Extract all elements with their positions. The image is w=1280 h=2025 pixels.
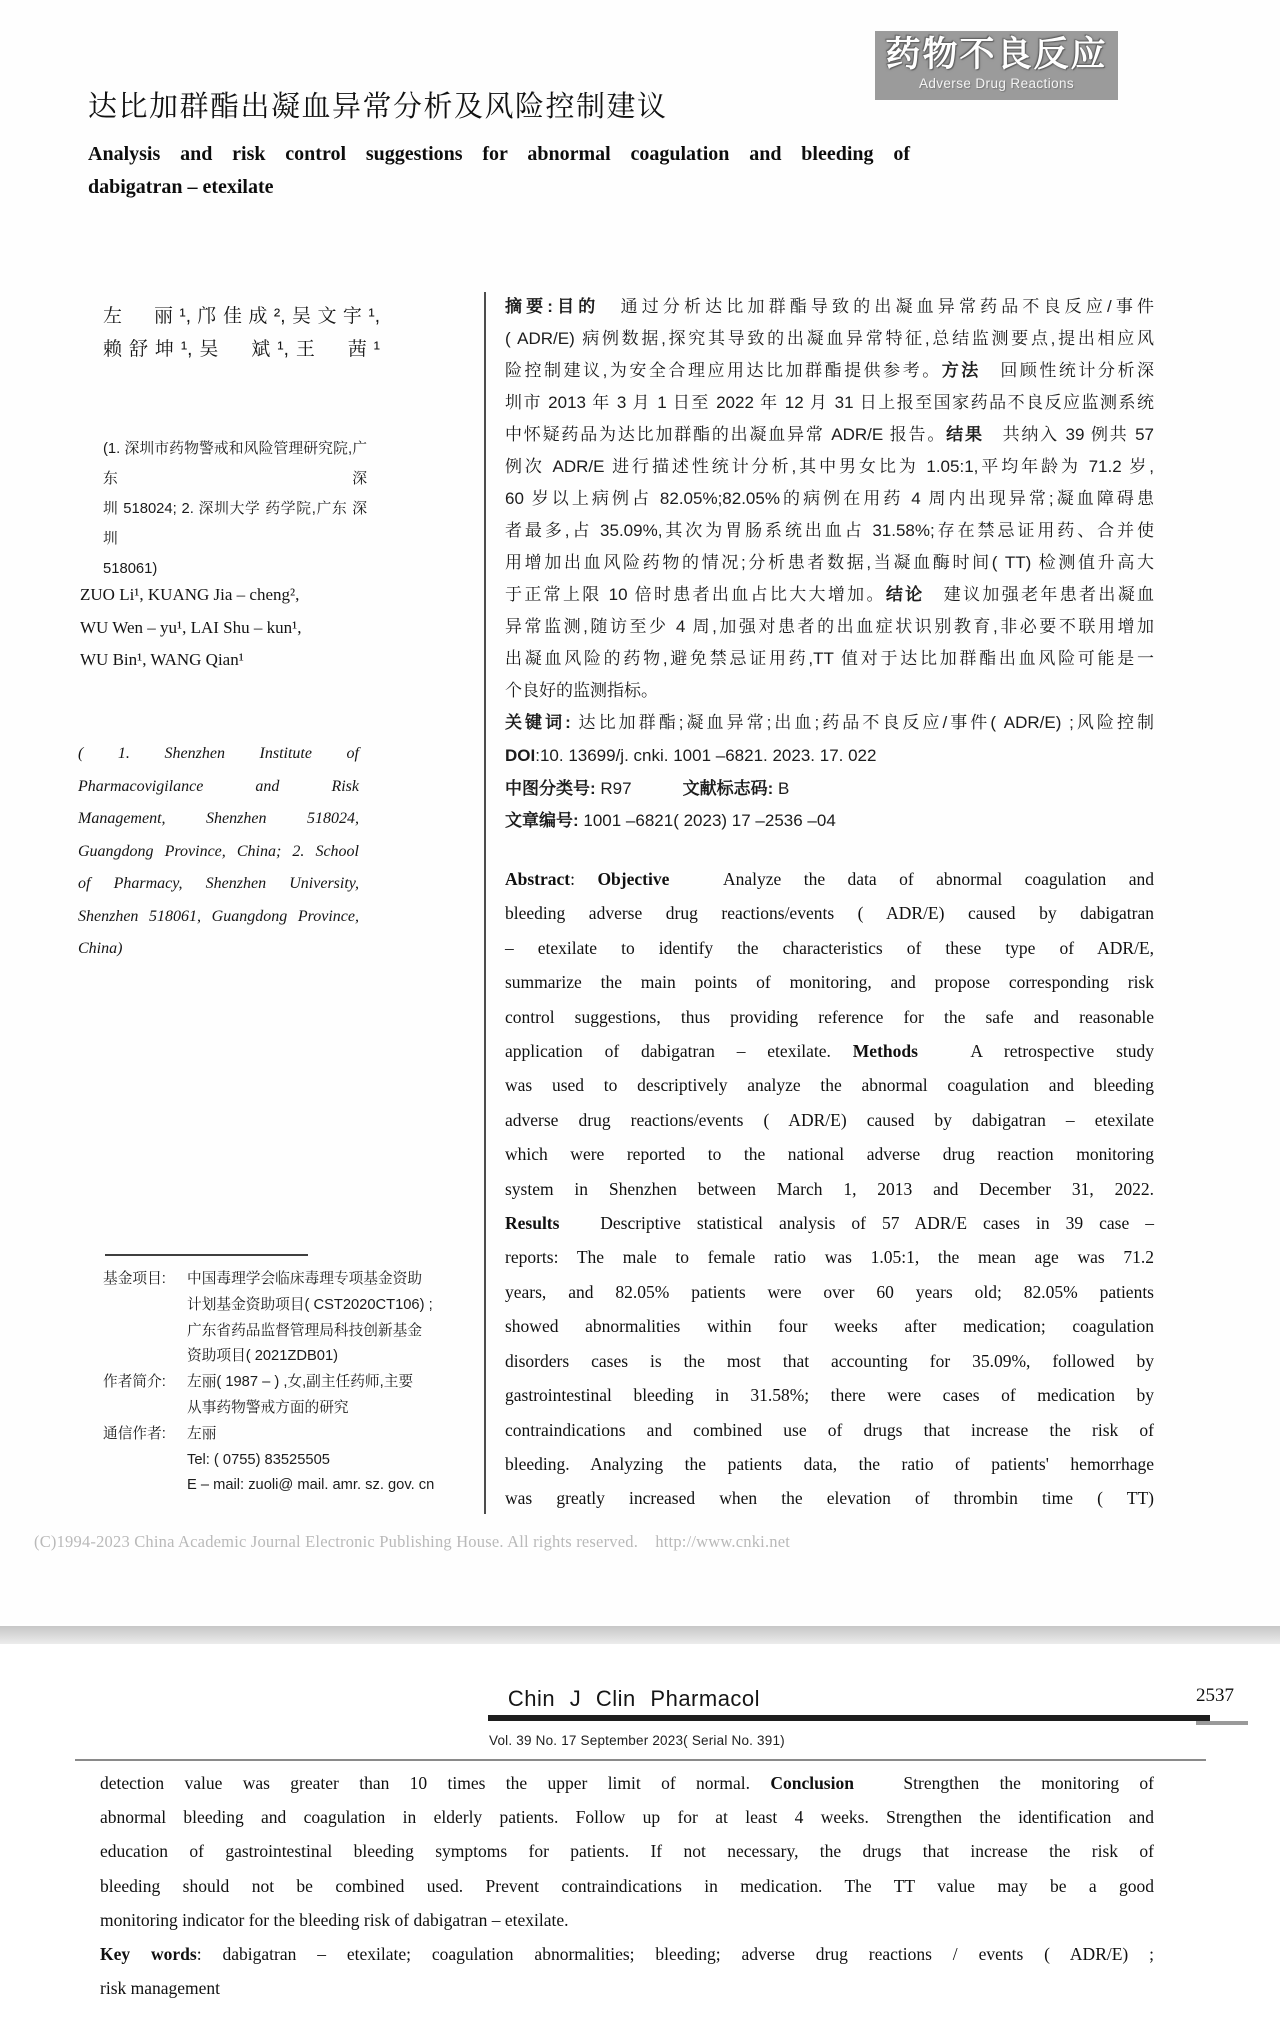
authors-en: [80, 579, 372, 677]
header-thin-rule: [75, 1759, 1206, 1761]
copyright-watermark: (C)1994-2023 China Academic Journal Electronic Publishing House. All rights reserved. http://www.cnki.net: [34, 1532, 791, 1551]
text-line: system in Shenzhen between March 1, 2013 and December 31, 2022.: [505, 1178, 1154, 1199]
journal-logo: [875, 31, 1118, 100]
abstract-en: [505, 862, 1154, 1516]
text-line: years, and 82.05% patients were over 60 years old; 82.05% patients: [505, 1281, 1154, 1302]
text-line: (1. 深圳市药物警戒和风险管理研究院,广东 深: [103, 441, 367, 487]
text-line: gastrointestinal bleeding in 31.58%; there were cases of medication by: [505, 1385, 1154, 1406]
journal-logo-title: 药物不良反应: [885, 35, 1108, 74]
text-line: 出凝血风险的药物,避免禁忌证用药,TT 值对于达比加群酯出血风险可能是一: [505, 649, 1154, 668]
text-line: Results Descriptive statistical analysis of 57 ADR/E cases in 39 case –: [505, 1213, 1154, 1234]
text-line: 从事药物警戒方面的研究: [187, 1399, 349, 1416]
text-line: 左丽( 1987 – ) ,女,副主任药师,主要: [187, 1374, 414, 1391]
text-line: dabigatran – etexilate: [88, 176, 274, 198]
footnote-label: 作者简介:: [103, 1374, 166, 1391]
affiliation-zh: [103, 434, 367, 584]
text-line: detection value was greater than 10 times the upper limit of normal. Conclusion Strengthen the monitoring of: [100, 1773, 1154, 1793]
text-line: Key words: dabigatran – etexilate; coagulation abnormalities; bleeding; adverse drug reactions / events ( ADR/E) ;: [100, 1944, 1155, 1965]
text-line: Abstract: Objective Analyze the data of abnormal coagulation and: [505, 869, 1154, 889]
footnote-author-bio: [103, 1370, 483, 1422]
text-line: 个良好的监测指标。: [505, 681, 658, 700]
text-line: education of gastrointestinal bleeding symptoms for patients. If not necessary, the drugs that increase the risk of: [100, 1841, 1154, 1862]
text-line: DOI:10. 13699/j. cnki. 1001 –6821. 2023. 17. 022: [505, 746, 877, 765]
header-thick-rule: [488, 1715, 1210, 1721]
text-line: WU Bin¹, WANG Qian¹: [80, 650, 244, 669]
text-line: adverse drug reactions/events ( ADR/E) caused by dabigatran – etexilate: [505, 1109, 1154, 1130]
page-number: 2537: [1196, 1685, 1234, 1706]
page-2: [0, 1644, 1280, 2025]
text-line: 摘要:目的 通过分析达比加群酯导致的出凝血异常药品不良反应/事件: [505, 297, 1154, 316]
text-line: 者最多,占 35.09%,其次为胃肠系统出血占 31.58%;存在禁忌证用药、合并使: [505, 521, 1154, 540]
text-line: control suggestions, thus providing reference for the safe and reasonable: [505, 1006, 1154, 1027]
text-line: application of dabigatran – etexilate. Methods A retrospective study: [505, 1041, 1154, 1062]
affiliation-en: [78, 738, 359, 966]
text-line: Guangdong Province, China; 2. School: [78, 842, 359, 860]
text-line: was greatly increased when the elevation of thrombin time ( TT): [505, 1488, 1154, 1509]
footnote-text: [187, 1267, 483, 1370]
text-line: was used to descriptively analyze the abnormal coagulation and bleeding: [505, 1075, 1154, 1096]
text-line: WU Wen – yu¹, LAI Shu – kun¹,: [80, 617, 302, 637]
text-line: 于正常上限 10 倍时患者出血占比大大增加。结论 建议加强老年患者出凝血: [505, 585, 1155, 604]
text-line: – etexilate to identify the characteristics of these type of ADR/E,: [505, 937, 1154, 958]
volume-issue-line: Vol. 39 No. 17 September 2023( Serial No. 391): [489, 1733, 785, 1748]
footnote-text: [187, 1422, 483, 1499]
abstract-zh: [505, 291, 1154, 739]
text-line: Pharmacovigilance and Risk: [78, 777, 359, 795]
text-line: 左 丽¹,邝佳成²,吴文宇¹,: [103, 306, 380, 327]
text-line: 计划基金资助项目( CST2020CT106) ;: [187, 1296, 433, 1313]
text-line: 文章编号: 1001 –6821( 2023) 17 –2536 –04: [505, 811, 836, 830]
text-line: risk management: [100, 1978, 221, 1999]
text-line: reports: The male to female ratio was 1.05:1, the mean age was 71.2: [505, 1247, 1154, 1268]
footnote-rule: [105, 1254, 308, 1256]
text-line: 左丽: [187, 1425, 217, 1442]
text-line: 例次 ADR/E 进行描述性统计分析,其中男女比为 1.05:1,平均年龄为 71.2 岁,: [505, 457, 1154, 476]
article-meta: [505, 740, 1154, 838]
footnote-block: [103, 1254, 483, 1499]
column-divider-line: [484, 292, 486, 1514]
text-line: Analysis and risk control suggestions for abnormal coagulation and bleeding of: [88, 143, 910, 165]
text-line: 圳市 2013 年 3 月 1 日至 2022 年 12 月 31 日上报至国家药品不良反应监测系统: [505, 393, 1154, 412]
text-line: 异常监测,随访至少 4 周,加强对患者的出血症状识别教育,非必要不联用增加: [505, 617, 1154, 636]
footnote-corresponding-author: [103, 1422, 483, 1499]
text-line: summarize the main points of monitoring, and propose corresponding risk: [505, 972, 1154, 993]
text-line: 60 岁以上病例占 82.05%;82.05%的病例在用药 4 周内出现异常;凝血障碍患: [505, 489, 1154, 508]
text-line: showed abnormalities within four weeks after medication; coagulation: [505, 1316, 1154, 1337]
text-line: ZUO Li¹, KUANG Jia – cheng²,: [80, 585, 300, 604]
text-line: 险控制建议,为安全合理应用达比加群酯提供参考。方法 回顾性统计分析深: [505, 361, 1154, 380]
text-line: 用增加出血风险药物的情况;分析患者数据,当凝血酶时间( TT) 检测值升高大: [505, 553, 1154, 572]
journal-logo-subtitle: Adverse Drug Reactions: [918, 76, 1075, 91]
continued-abstract-text: [100, 1766, 1154, 2005]
footnote-funding: [103, 1267, 483, 1370]
text-line: disorders cases is the most that accounting for 35.09%, followed by: [505, 1350, 1154, 1371]
text-line: 圳 518024; 2. 深圳大学 药学院,广东 深圳: [103, 501, 367, 547]
text-line: monitoring indicator for the bleeding risk of dabigatran – etexilate.: [100, 1909, 569, 1930]
journal-name-header: Chin J Clin Pharmacol: [507, 1686, 761, 1711]
page-separator-band: [0, 1626, 1280, 1644]
text-line: ( ADR/E) 病例数据,探究其导致的出凝血异常特征,总结监测要点,提出相应风: [505, 329, 1154, 348]
text-line: Management, Shenzhen 518024,: [78, 810, 359, 827]
text-line: bleeding adverse drug reactions/events ( ADR/E) caused by dabigatran: [505, 903, 1154, 924]
text-line: Tel: ( 0755) 83525505: [187, 1451, 330, 1468]
text-line: 赖舒坤¹,吴 斌¹,王 茜¹: [103, 339, 380, 360]
authors-zh: [103, 300, 380, 366]
text-line: contraindications and combined use of drugs that increase the risk of: [505, 1419, 1154, 1440]
footnote-text: [187, 1370, 483, 1422]
footnote-label: 通信作者:: [103, 1425, 166, 1442]
text-line: 中国毒理学会临床毒理专项基金资助: [187, 1271, 423, 1287]
text-line: 518061): [103, 561, 158, 577]
text-line: which were reported to the national adverse drug reaction monitoring: [505, 1144, 1154, 1165]
text-line: China): [78, 940, 123, 957]
text-line: ( 1. Shenzhen Institute of: [78, 745, 359, 762]
text-line: 关键词: 达比加群酯;凝血异常;出血;药品不良反应/事件( ADR/E) ;风险控制: [505, 713, 1154, 732]
text-line: bleeding. Analyzing the patients data, the ratio of patients' hemorrhage: [505, 1453, 1154, 1474]
text-line: Shenzhen 518061, Guangdong Province,: [78, 907, 359, 925]
text-line: abnormal bleeding and coagulation in elderly patients. Follow up for at least 4 weeks. Strengthen the identification and: [100, 1807, 1154, 1828]
article-title-zh: 达比加群酯出凝血异常分析及风险控制建议: [88, 91, 668, 123]
text-line: 中图分类号: R97 文献标志码: B: [505, 778, 790, 798]
article-title-en: [88, 138, 910, 204]
footnote-label: 基金项目:: [103, 1271, 166, 1287]
text-line: 资助项目( 2021ZDB01): [187, 1348, 338, 1365]
text-line: 中怀疑药品为达比加群酯的出凝血异常 ADR/E 报告。结果 共纳入 39 例共 57: [505, 425, 1155, 444]
page-number-underline: [1196, 1721, 1248, 1725]
text-line: E – mail: zuoli@ mail. amr. sz. gov. cn: [187, 1477, 435, 1494]
text-line: bleeding should not be combined used. Prevent contraindications in medication. The TT value may be a good: [100, 1875, 1154, 1896]
text-line: 广东省药品监督管理局科技创新基金: [187, 1322, 423, 1339]
text-line: of Pharmacy, Shenzhen University,: [78, 875, 359, 892]
